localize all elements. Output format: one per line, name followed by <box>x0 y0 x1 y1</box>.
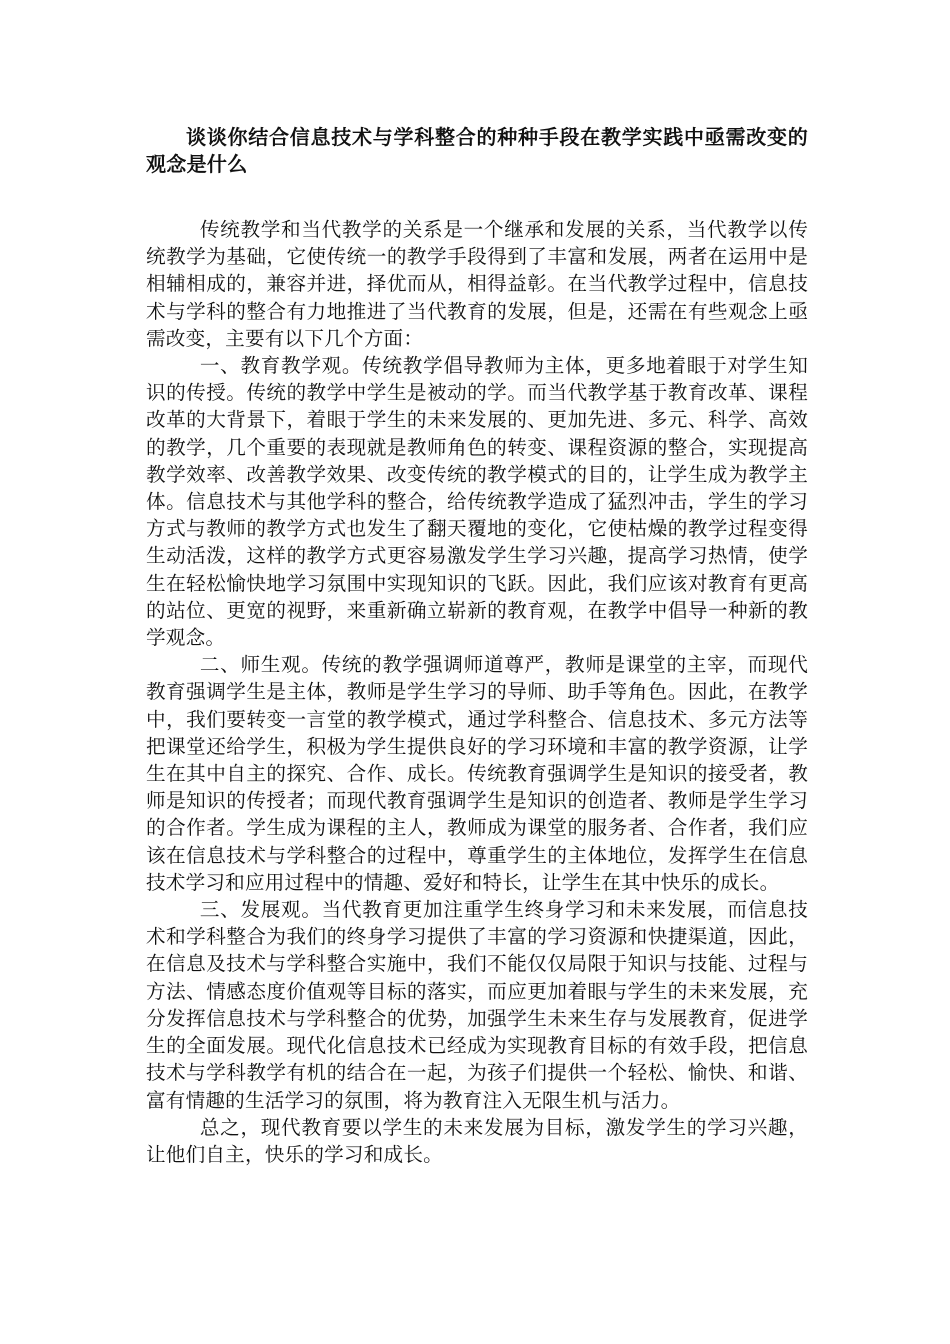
paragraph-teaching-view: 一、教育教学观。传统教学倡导教师为主体，更多地着眼于对学生知识的传授。传统的教学中学生是被动的学。而当代教学基于教育改革、课程改革的大背景下，着眼于学生的未来发展的、更加先进、多元、科学、高效的教学，几个重要的表现就是教师角色的转变、课程资源的整合，实现提高教学效率、改善教学效果、改变传统的教学模式的目的，让学生成为教学主体。信息技术与其他学科的整合，给传统教学造成了猛烈冲击，学生的学习方式与教师的教学方式也发生了翻天覆地的变化，它使枯燥的教学过程变得生动活泼，这样的教学方式更容易激发学生学习兴趣，提高学习热情，使学生在轻松愉快地学习氛围中实现知识的飞跃。因此，我们应该对教育有更高的站位、更宽的视野，来重新确立崭新的教育观，在教学中倡导一种新的教学观念。 <box>146 354 808 650</box>
paragraph-development-view: 三、发展观。当代教育更加注重学生终身学习和未来发展，而信息技术和学科整合为我们的终身学习提供了丰富的学习资源和快捷渠道，因此，在信息及技术与学科整合实施中，我们不能仅仅局限于知识与技能、过程与方法、情感态度价值观等目标的落实，而应更加着眼与学生的未来发展，充分发挥信息技术与学科整合的优势，加强学生未来生存与发展教育，促进学生的全面发展。现代化信息技术已经成为实现教育目标的有效手段，把信息技术与学科教学有机的结合在一起，为孩子们提供一个轻松、愉快、和谐、富有情趣的生活学习的氛围，将为教育注入无限生机与活力。 <box>146 898 808 1112</box>
paragraph-intro: 传统教学和当代教学的关系是一个继承和发展的关系，当代教学以传统教学为基础，它使传统一的教学手段得到了丰富和发展，两者在运用中是相辅相成的，兼容并进，择优而从，相得益彰。在当代教学过程中，信息技术与学科的整合有力地推进了当代教育的发展，但是，还需在有些观念上亟需改变，主要有以下几个方面： <box>146 218 808 350</box>
paragraph-teacher-student-view: 二、师生观。传统的教学强调师道尊严，教师是课堂的主宰，而现代教育强调学生是主体，教师是学生学习的导师、助手等角色。因此，在教学中，我们要转变一言堂的教学模式，通过学科整合、信息技术、多元方法等把课堂还给学生，积极为学生提供良好的学习环境和丰富的教学资源，让学生在其中自主的探究、合作、成长。传统教育强调学生是知识的接受者，教师是知识的传授者；而现代教育强调学生是知识的创造者、教师是学生学习的合作者。学生成为课程的主人，教师成为课堂的服务者、合作者，我们应该在信息技术与学科整合的过程中，尊重学生的主体地位，发挥学生在信息技术学习和应用过程中的情趣、爱好和特长，让学生在其中快乐的成长。 <box>146 653 808 894</box>
document-title: 谈谈你结合信息技术与学科整合的种种手段在教学实践中亟需改变的观念是什么 <box>146 125 808 176</box>
document-body <box>146 124 808 1168</box>
paragraph-conclusion: 总之，现代教育要以学生的未来发展为目标，激发学生的学习兴趣，让他们自主，快乐的学习和成长。 <box>146 1115 808 1166</box>
